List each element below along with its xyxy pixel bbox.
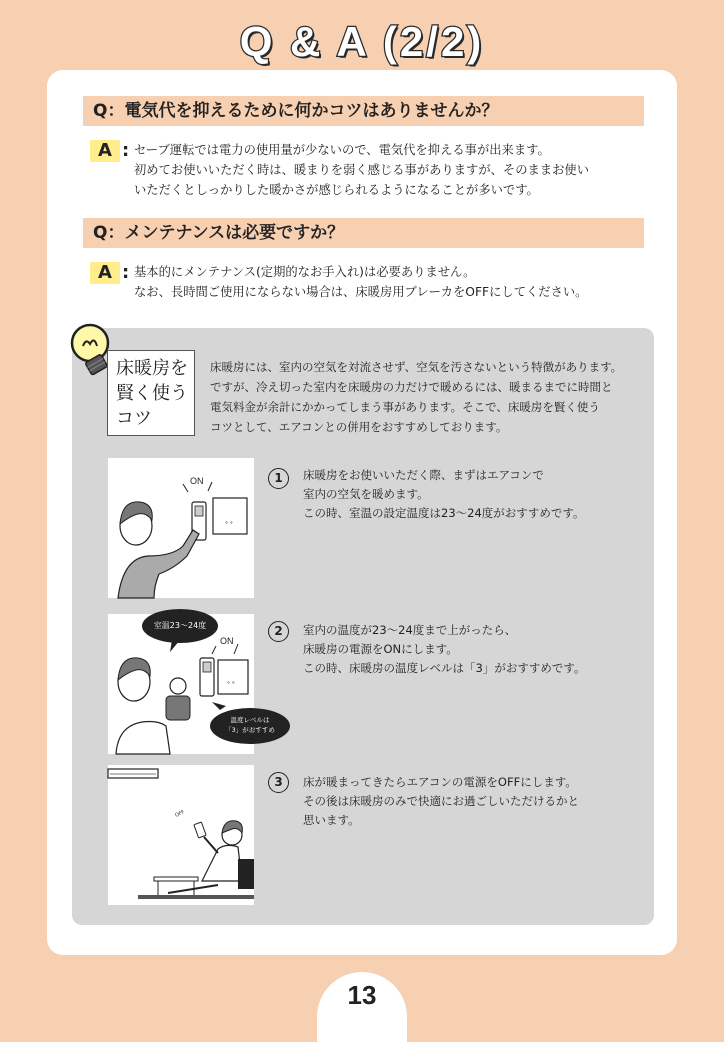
step-1-line: この時、室温の設定温度は23～24度がおすすめです。 xyxy=(303,506,585,520)
on-label: ON xyxy=(190,476,204,486)
step-3-line: 床が暖まってきたらエアコンの電源をOFFにします。 xyxy=(303,775,577,789)
answer-2-line: なお、長時間ご使用にならない場合は、床暖房用ブレーカをOFFにしてください。 xyxy=(134,285,588,299)
step-3-line: 思います。 xyxy=(303,813,360,827)
tips-heading-line: 床暖房を xyxy=(116,358,188,379)
answer-2-text xyxy=(134,262,587,302)
step-3-number: 3 xyxy=(268,772,289,793)
tips-heading-box xyxy=(107,350,195,436)
svg-text:° °: ° ° xyxy=(225,521,233,528)
step-1-number: 1 xyxy=(268,468,289,489)
step-2-number: 2 xyxy=(268,621,289,642)
step-2-line: 床暖房の電源をONにします。 xyxy=(303,642,458,656)
answer-1-text xyxy=(134,140,589,200)
bubble-level-2: 「3」がおすすめ xyxy=(225,726,275,734)
answer-1-label: A xyxy=(90,140,120,162)
tips-intro-line: 床暖房には、室内の空気を対流させず、空気を汚さないという特徴があります。 xyxy=(210,360,623,374)
tips-intro xyxy=(210,357,622,437)
answer-2-label: A xyxy=(90,262,120,284)
svg-text:° °: ° ° xyxy=(227,681,235,688)
step-3-text xyxy=(303,773,579,830)
question-1: Q：電気代を抑えるために何かコツはありませんか？ xyxy=(83,96,644,126)
answer-1-line: セーブ運転では電力の使用量が少ないので、電気代を抑える事が出来ます。 xyxy=(134,143,550,157)
bubble-temp: 室温23～24度 xyxy=(153,621,207,630)
step-2-text xyxy=(303,621,586,678)
tips-heading-line: コツ xyxy=(116,408,152,429)
off-label: OFF xyxy=(174,809,186,819)
step-3-line: その後は床暖房のみで快適にお過ごしいただけるかと xyxy=(303,794,579,808)
answer-2-colon: : xyxy=(122,262,130,283)
step-2-line: この時、床暖房の温度レベルは「3」がおすすめです。 xyxy=(303,661,586,675)
tips-intro-line: 電気料金が余計にかかってしまう事があります。そこで、床暖房を賢く使う xyxy=(210,400,600,414)
on-label: ON xyxy=(220,636,234,646)
step-2-line: 室内の温度が23～24度まで上がったら、 xyxy=(303,623,517,637)
question-2: Q：メンテナンスは必要ですか？ xyxy=(83,218,644,248)
bubble-level-1: 温度レベルは xyxy=(230,716,270,724)
answer-1-line: 初めてお使いいただく時は、暖まりを弱く感じる事がありますが、そのままお使い xyxy=(134,163,589,177)
answer-1-line: いただくとしっかりした暖かさが感じられるようになることが多いです。 xyxy=(134,183,539,197)
tips-heading-line: 賢く使う xyxy=(116,383,188,404)
page-number: 13 xyxy=(347,980,377,1010)
step-1-line: 室内の空気を暖めます。 xyxy=(303,487,429,501)
step-1-text xyxy=(303,466,584,523)
step-3-illustration xyxy=(108,765,254,905)
tips-intro-line: ですが、冷え切った室内を床暖房の力だけで暖めるには、暖まるまでに時間と xyxy=(210,380,613,394)
page-title: Q & A (2/2) xyxy=(239,18,485,65)
step-1-illustration xyxy=(108,458,254,598)
answer-2-line: 基本的にメンテナンス(定期的なお手入れ)は必要ありません。 xyxy=(134,265,476,279)
answer-1-colon: : xyxy=(122,140,130,161)
tips-intro-line: コツとして、エアコンとの併用をおすすめしております。 xyxy=(210,420,508,434)
step-1-line: 床暖房をお使いいただく際、まずはエアコンで xyxy=(303,468,544,482)
step-2-illustration xyxy=(108,614,275,754)
